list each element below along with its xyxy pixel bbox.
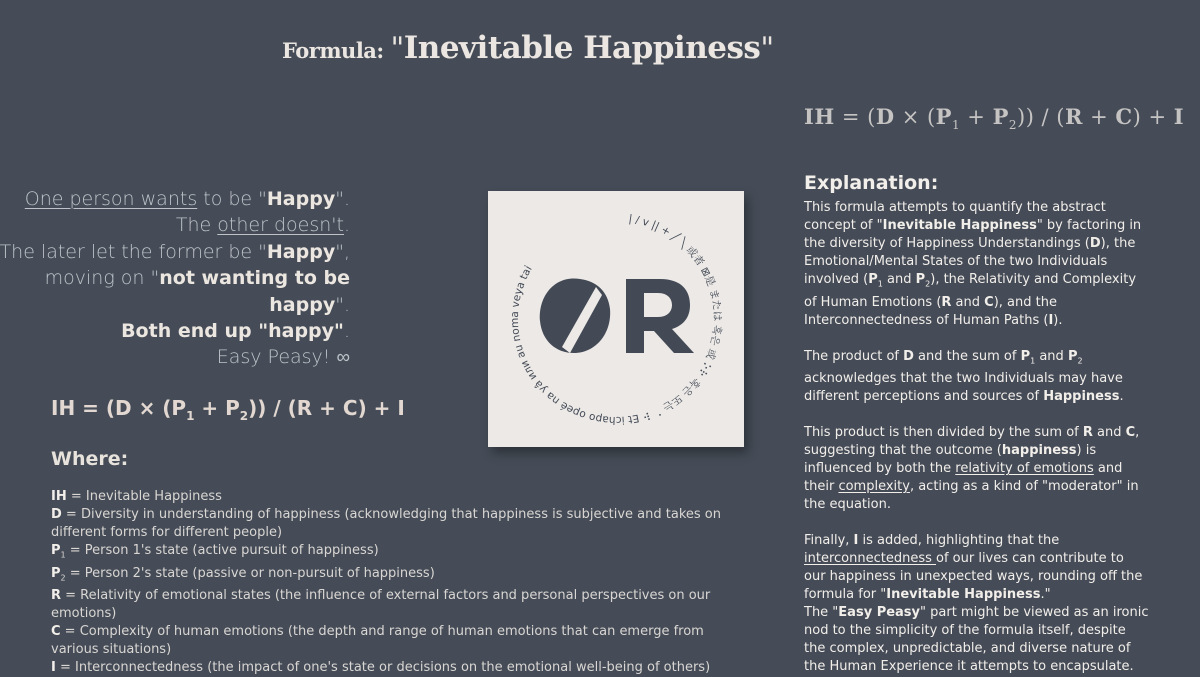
- poem: [0, 186, 350, 371]
- definitions-list: [51, 488, 751, 677]
- definition-item: C = Complexity of human emotions (the depth and range of human emotions that can emerge from various situations): [51, 624, 704, 658]
- explanation-paragraph: This product is then divided by the sum of R and C, suggesting that the outcome (happiness) is influenced by both the relativity of emotions and their complexity, acting as a kind of "moderator" in the equation.: [804, 425, 1140, 513]
- or-logo: [488, 191, 744, 447]
- page-title: Formula: "Inevitable Happiness": [282, 30, 774, 66]
- formula-header: IH = $(D \times (P_1 + P_2)) / (R + C) + I$: [804, 104, 1185, 133]
- poem-line: The later let the former be "Happy",: [0, 240, 350, 263]
- poem-line: The other doesn't.: [175, 214, 350, 237]
- explanation-paragraph: This formula attempts to quantify the abstract concept of "Inevitable Happiness" by factoring in the diversity of Happiness Understandings (D), the Emotional/Mental States of the two Individuals involved ($P_1$ and $P_2$), the Relativity and Complexity of Human Emotions (R and C), and the Interconnectedness of Human Paths (I).: [804, 200, 1142, 328]
- explanation-paragraph: The product of D and the sum of $P_1$ and $P_2$ acknowledges that the two Individuals may have different perceptions and sources of Happiness.: [804, 348, 1124, 405]
- explanation-text: [804, 199, 1149, 676]
- poem-line: moving on "not wanting to be: [44, 267, 350, 290]
- or-monogram: [540, 279, 694, 353]
- definition-item: R = Relativity of emotional states (the influence of external factors and personal perspectives on our emotions): [51, 588, 711, 622]
- definition-item: $P_1$ = Person 1's state (active pursuit of happiness): [51, 543, 379, 560]
- where-heading: Where:: [51, 448, 129, 470]
- poem-line: Easy Peasy! ∞: [216, 346, 350, 369]
- definition-item: I = Interconnectedness (the impact of one's state or decisions on the emotional well-being of others): [51, 660, 711, 676]
- poem-line: happy".: [269, 293, 350, 316]
- ring-text: | / v || + ╱ ╲ 或者 ⊠是 または 혹은 或 ⠕⠗ 혹은 또는 ⠁ ⠗ Et ichapo opeé na yâ или au noma veya tai: [508, 212, 724, 427]
- definition-item: D = Diversity in understanding of happiness (acknowledging that happiness is subjective and takes on different forms for different people): [51, 507, 721, 540]
- explanation-paragraph: The "Easy Peasy" part might be viewed as an ironic nod to the simplicity of the formula itself, despite the complex, unpredictable, and diverse nature of the Human Experience it attempts to encapsulate.: [804, 605, 1149, 675]
- poem-line: Both end up "happy".: [121, 320, 350, 343]
- explanation-paragraph: Finally, I is added, highlighting that the interconnectedness of our lives can contribute to our happiness in unexpected ways, rounding off the formula for "Inevitable Happiness.": [804, 533, 1143, 603]
- definition-item: IH = Inevitable Happiness: [51, 489, 222, 504]
- definition-item: $P_2$ = Person 2's state (passive or non-pursuit of happiness): [51, 565, 435, 583]
- poem-line: One person wants to be "Happy".: [24, 188, 350, 210]
- formula-main: IH = $(D \times (P_1 + P_2)) / (R + C) + I$: [51, 396, 405, 423]
- or-logo-card: [488, 191, 744, 447]
- explanation-heading: Explanation:: [804, 172, 939, 194]
